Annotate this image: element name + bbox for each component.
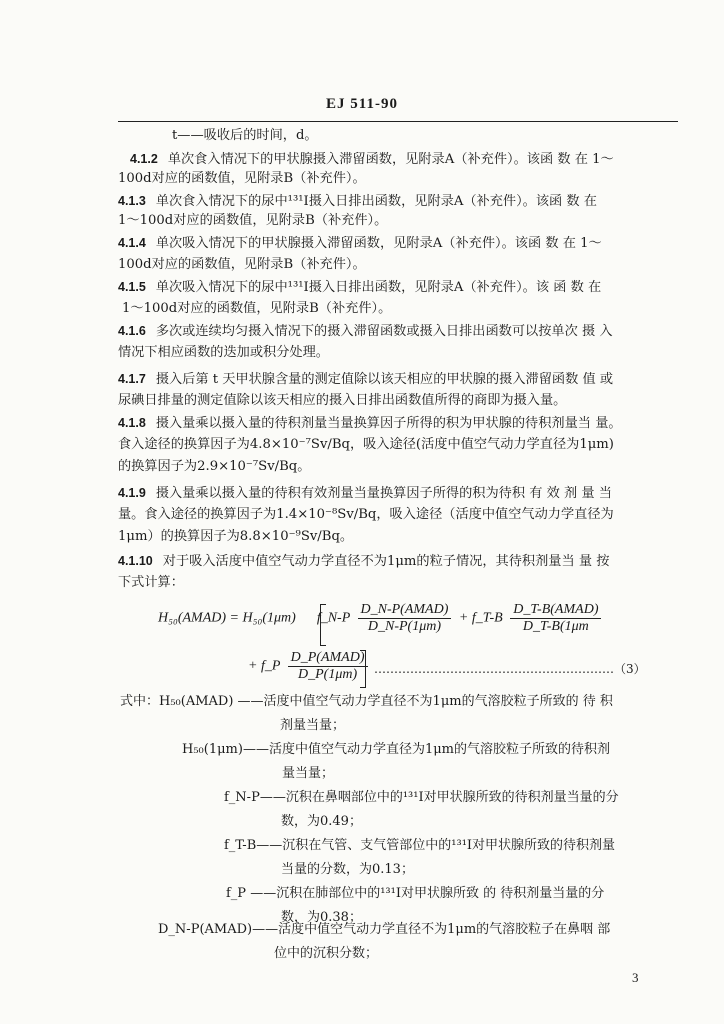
item-4-1-9-line1: 4.1.9 摄入量乘以摄入量的待积有效剂量当量换算因子所得的积为待积 有 效 剂 量 当 [118, 486, 612, 501]
item-number: 4.1.5 [118, 280, 146, 294]
formula-row-2 [248, 650, 372, 683]
term2-coef: + f_T-B [458, 610, 503, 626]
term3-coef: + f_P [248, 658, 281, 674]
item-4-1-7-line1: 4.1.7 摄入后第 t 天甲状腺含量的测定值除以该天相应的甲状腺的摄入滞留函数 值 或 [118, 372, 614, 387]
formula-lhs: H₅₀(AMAD) = H₅₀(1μm) [158, 610, 296, 626]
item-4-1-3-line2: 1～100d对应的函数值，见附录B（补充件）。 [118, 213, 388, 228]
definition-f-tb: f_T-B——沉积在气管、支气管部位中的¹³¹I对甲状腺所致的待积剂量 当量的分数，为0.13； [224, 838, 616, 877]
item-number: 4.1.10 [118, 554, 153, 568]
item-number: 4.1.9 [118, 486, 146, 500]
item-4-1-10-line2: 下式计算： [118, 575, 184, 590]
intro-line: t——吸收后的时间，d。 [172, 128, 318, 143]
item-number: 4.1.6 [118, 324, 146, 338]
definition-h50-1um: H₅₀(1μm)——活度中值空气动力学直径为1μm的气溶胶粒子所致的待积剂 量当量； [182, 742, 611, 781]
item-4-1-8-line1: 4.1.8 摄入量乘以摄入量的待积剂量当量换算因子所得的积为甲状腺的待积剂量当 量。 [118, 416, 622, 431]
item-4-1-9-line3: 1μm）的换算因子为8.8×10⁻⁹Sv/Bq。 [118, 529, 354, 544]
item-4-1-7-line2: 尿碘日排量的测定值除以该天相应的摄入日排出函数值所得的商即为摄入量。 [118, 393, 567, 408]
item-4-1-4-line1: 4.1.4 单次吸入情况下的甲状腺摄入滞留函数，见附录A（补充件）。该函 数 在 1～ [118, 236, 602, 251]
item-4-1-10-line1: 4.1.10 对于吸入活度中值空气动力学直径不为1μm的粒子情况，其待积剂量当 量 按 [118, 554, 610, 569]
item-4-1-5-line2: 1～100d对应的函数值，见附录B（补充件）。 [122, 301, 392, 316]
item-4-1-2-line1: 4.1.2 单次食入情况下的甲状腺摄入滞留函数，见附录A（补充件）。该函 数 在 1～ [130, 152, 614, 167]
right-bracket [360, 650, 366, 688]
formula-row-1 [158, 602, 605, 635]
item-4-1-8-line3: 的换算因子为2.9×10⁻⁷Sv/Bq。 [118, 459, 311, 474]
header-rule [118, 121, 678, 122]
item-number: 4.1.3 [118, 194, 146, 208]
left-bracket [320, 604, 326, 646]
definition-f-np: f_N-P——沉积在鼻咽部位中的¹³¹I对甲状腺所致的待积剂量当量的分 数，为0.49； [224, 790, 619, 829]
item-number: 4.1.7 [118, 372, 146, 386]
item-4-1-6-line2: 情况下相应函数的迭加或积分处理。 [118, 345, 329, 360]
term1-fraction: $\frac{\text{D\_N-P(AMAD)}}{D\_N-P(1\mu m)}$ [358, 602, 452, 635]
item-4-1-9-line2: 量。食入途径的换算因子为1.4×10⁻⁸Sv/Bq，吸入途径（活度中值空气动力学直径为 [118, 507, 614, 522]
definition-h50-amad: 式中：H₅₀(AMAD) ——活度中值空气动力学直径不为1μm的气溶胶粒子所致的 待 积 剂量当量； [120, 694, 613, 733]
term1-coef: f_N-P [316, 610, 351, 626]
item-number: 4.1.8 [118, 416, 146, 430]
item-4-1-5-line1: 4.1.5 单次吸入情况下的尿中¹³¹I摄入日排出函数，见附录A（补充件）。该 函 数 在 [118, 280, 602, 295]
term2-fraction: $\frac{\text{D\_T-B(AMAD)}}{D\_T-B(1\mu m}$ [510, 602, 601, 635]
item-4-1-2-line2: 100d对应的函数值，见附录B（补充件）。 [118, 171, 366, 186]
definition-f-p: f_P ——沉积在肺部位中的¹³¹I对甲状腺所致 的 待积剂量当量的分 数，为0.38； [226, 886, 605, 925]
item-number: 4.1.4 [118, 236, 146, 250]
equation-number: ……………………………………………………（3） [374, 662, 646, 676]
term3-fraction: $\frac{\text{D\_P(AMAD)}}{D\_P(1\mu m)}$ [288, 650, 368, 683]
item-4-1-8-line2: 食入途径的换算因子为4.8×10⁻⁷Sv/Bq，吸入途径(活度中值空气动力学直径为1μm) [118, 437, 614, 452]
definition-d-np-amad: D_N-P(AMAD)——活度中值空气动力学直径不为1μm的气溶胶粒子在鼻咽 部 位中的沉积分数； [158, 922, 611, 961]
item-number: 4.1.2 [130, 152, 158, 166]
doc-header-code: EJ 511-90 [326, 96, 398, 112]
page-number: 3 [632, 970, 639, 985]
item-4-1-3-line1: 4.1.3 单次食入情况下的尿中¹³¹I摄入日排出函数，见附录A（补充件）。该函 数 在 [118, 194, 597, 209]
item-4-1-4-line2: 100d对应的函数值，见附录B（补充件）。 [118, 257, 366, 272]
item-4-1-6-line1: 4.1.6 多次或连续均匀摄入情况下的摄入滞留函数或摄入日排出函数可以按单次 摄 入 [118, 324, 613, 339]
